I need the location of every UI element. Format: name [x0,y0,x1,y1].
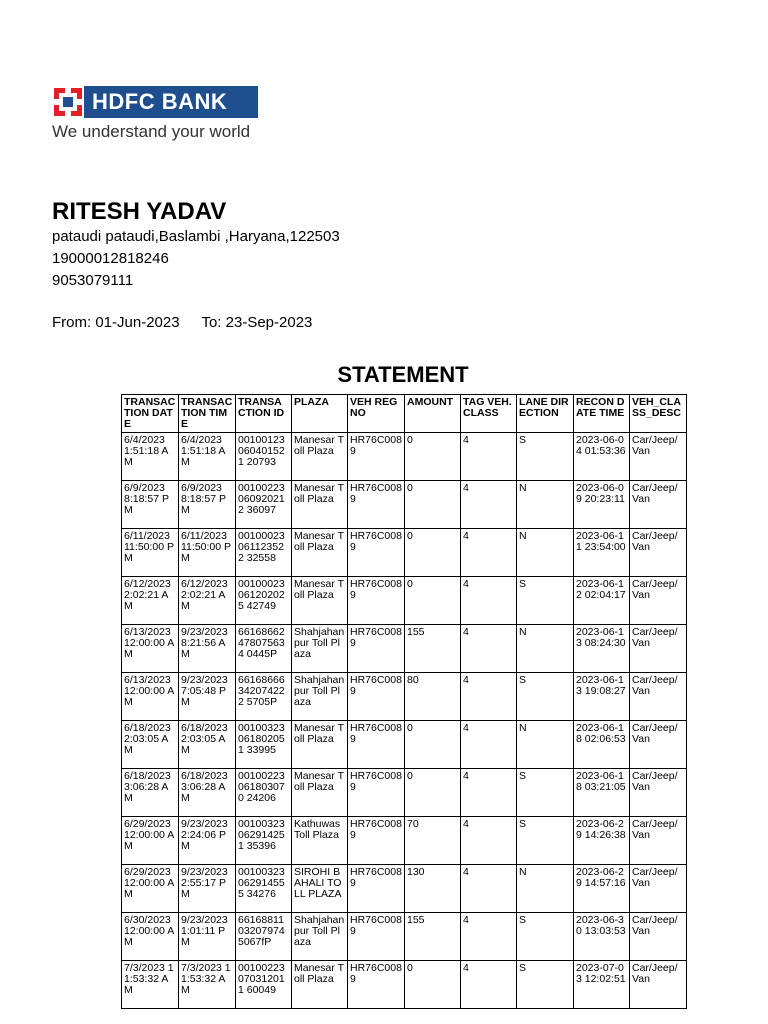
statement-period [52,314,330,331]
account-number: 19000012818246 [52,250,169,267]
column-header-veh-reg-no: VEH REG NO [348,395,405,433]
cell-transaction-date: 6/4/2023 1:51:18 AM [122,433,179,481]
cell-amount: 0 [405,481,461,529]
column-header-transaction-time: TRANSACTION TIME [179,395,236,433]
column-header-tag-veh-class: TAG VEH.CLASS [461,395,517,433]
table-row [122,865,687,913]
cell-veh-class-desc: Car/Jeep/Van [630,721,687,769]
cell-lane-direction: S [517,769,574,817]
cell-transaction-time: 6/18/2023 3:06:28 AM [179,769,236,817]
cell-transaction-time: 9/23/2023 2:24:06 PM [179,817,236,865]
cell-transaction-time: 6/12/2023 2:02:21 AM [179,577,236,625]
cell-veh-class-desc: Car/Jeep/Van [630,481,687,529]
table-header-row [122,395,687,433]
cell-veh-reg-no: HR76C0089 [348,721,405,769]
column-header-transaction-date: TRANSACTION DATE [122,395,179,433]
cell-transaction-time: 9/23/2023 8:21:56 AM [179,625,236,673]
cell-veh-reg-no: HR76C0089 [348,769,405,817]
cell-recon-date-time: 2023-06-29 14:57:16 [574,865,630,913]
cell-tag-veh-class: 4 [461,817,517,865]
transaction-table [121,394,687,1009]
cell-tag-veh-class: 4 [461,481,517,529]
cell-transaction-id: 00100323062914251 35396 [236,817,292,865]
table-row [122,817,687,865]
cell-transaction-date: 6/30/2023 12:00:00 AM [122,913,179,961]
cell-plaza: Shahjahanpur Toll Plaza [292,913,348,961]
cell-veh-class-desc: Car/Jeep/Van [630,865,687,913]
cell-transaction-id: 00100023061202025 42749 [236,577,292,625]
cell-transaction-date: 6/13/2023 12:00:00 AM [122,625,179,673]
cell-transaction-date: 6/9/2023 8:18:57 PM [122,481,179,529]
cell-veh-reg-no: HR76C0089 [348,817,405,865]
table-row [122,577,687,625]
table-row [122,433,687,481]
cell-tag-veh-class: 4 [461,961,517,1009]
cell-amount: 0 [405,433,461,481]
cell-tag-veh-class: 4 [461,577,517,625]
table-row [122,625,687,673]
cell-amount: 0 [405,961,461,1009]
cell-plaza: Manesar Toll Plaza [292,961,348,1009]
cell-tag-veh-class: 4 [461,673,517,721]
cell-amount: 0 [405,529,461,577]
cell-veh-reg-no: HR76C0089 [348,865,405,913]
cell-amount: 155 [405,625,461,673]
cell-recon-date-time: 2023-07-03 12:02:51 [574,961,630,1009]
cell-transaction-id: 66168662478075634 0445P [236,625,292,673]
cell-plaza: Kathuwas Toll Plaza [292,817,348,865]
cell-veh-reg-no: HR76C0089 [348,577,405,625]
cell-lane-direction: S [517,577,574,625]
cell-transaction-id: 00100123060401521 20793 [236,433,292,481]
cell-amount: 0 [405,769,461,817]
cell-transaction-date: 6/12/2023 2:02:21 AM [122,577,179,625]
hdfc-logo-icon [52,86,84,118]
cell-tag-veh-class: 4 [461,865,517,913]
cell-recon-date-time: 2023-06-13 19:08:27 [574,673,630,721]
statement-title: STATEMENT [337,362,469,387]
cell-transaction-id: 00100323061802051 33995 [236,721,292,769]
cell-recon-date-time: 2023-06-09 20:23:11 [574,481,630,529]
cell-transaction-id: 00100223061803070 24206 [236,769,292,817]
cell-veh-class-desc: Car/Jeep/Van [630,433,687,481]
period-to: To: 23-Sep-2023 [201,314,313,331]
cell-recon-date-time: 2023-06-12 02:04:17 [574,577,630,625]
cell-plaza: Shahjahanpur Toll Plaza [292,625,348,673]
cell-lane-direction: S [517,673,574,721]
cell-amount: 80 [405,673,461,721]
cell-recon-date-time: 2023-06-18 02:06:53 [574,721,630,769]
table-row [122,481,687,529]
cell-veh-class-desc: Car/Jeep/Van [630,817,687,865]
cell-plaza: Shahjahanpur Toll Plaza [292,673,348,721]
cell-transaction-id: 00100323062914555 34276 [236,865,292,913]
cell-plaza: Manesar Toll Plaza [292,769,348,817]
cell-recon-date-time: 2023-06-30 13:03:53 [574,913,630,961]
column-header-amount: AMOUNT [405,395,461,433]
bank-tagline: We understand your world [52,122,251,141]
cell-lane-direction: S [517,433,574,481]
cell-lane-direction: N [517,481,574,529]
cell-transaction-time: 9/23/2023 7:05:48 PM [179,673,236,721]
table-row [122,913,687,961]
customer-address: pataudi pataudi,Baslambi ,Haryana,122503 [52,228,340,245]
cell-amount: 0 [405,577,461,625]
cell-amount: 155 [405,913,461,961]
cell-transaction-time: 6/18/2023 2:03:05 AM [179,721,236,769]
bank-name: HDFC BANK [92,89,228,114]
cell-transaction-id: 00100023061123522 32558 [236,529,292,577]
cell-plaza: Manesar Toll Plaza [292,721,348,769]
cell-transaction-id: 00100223060920212 36097 [236,481,292,529]
cell-transaction-time: 7/3/2023 11:53:32 AM [179,961,236,1009]
cell-recon-date-time: 2023-06-11 23:54:00 [574,529,630,577]
column-header-recon-date-time: RECON DATE TIME [574,395,630,433]
cell-plaza: Manesar Toll Plaza [292,433,348,481]
table-row [122,673,687,721]
cell-plaza: Manesar Toll Plaza [292,481,348,529]
cell-veh-reg-no: HR76C0089 [348,481,405,529]
cell-tag-veh-class: 4 [461,721,517,769]
cell-veh-reg-no: HR76C0089 [348,529,405,577]
table-row [122,529,687,577]
cell-lane-direction: S [517,961,574,1009]
cell-tag-veh-class: 4 [461,625,517,673]
cell-recon-date-time: 2023-06-04 01:53:36 [574,433,630,481]
cell-lane-direction: S [517,817,574,865]
cell-veh-reg-no: HR76C0089 [348,625,405,673]
cell-transaction-time: 6/9/2023 8:18:57 PM [179,481,236,529]
cell-transaction-id: 66168666342074222 5705P [236,673,292,721]
cell-lane-direction: N [517,529,574,577]
cell-tag-veh-class: 4 [461,529,517,577]
cell-veh-class-desc: Car/Jeep/Van [630,769,687,817]
cell-transaction-date: 6/13/2023 12:00:00 AM [122,673,179,721]
cell-transaction-date: 6/29/2023 12:00:00 AM [122,865,179,913]
cell-veh-class-desc: Car/Jeep/Van [630,913,687,961]
cell-veh-reg-no: HR76C0089 [348,433,405,481]
cell-veh-reg-no: HR76C0089 [348,913,405,961]
phone-number: 9053079111 [52,272,134,289]
cell-transaction-time: 9/23/2023 2:55:17 PM [179,865,236,913]
cell-veh-class-desc: Car/Jeep/Van [630,673,687,721]
cell-veh-class-desc: Car/Jeep/Van [630,961,687,1009]
table-row [122,769,687,817]
cell-transaction-date: 7/3/2023 11:53:32 AM [122,961,179,1009]
cell-amount: 130 [405,865,461,913]
cell-plaza: Manesar Toll Plaza [292,577,348,625]
cell-amount: 70 [405,817,461,865]
cell-transaction-time: 6/4/2023 1:51:18 AM [179,433,236,481]
cell-plaza: SIROHI BAHALI TOLL PLAZA [292,865,348,913]
cell-amount: 0 [405,721,461,769]
bank-logo [52,86,258,118]
cell-lane-direction: S [517,913,574,961]
cell-veh-reg-no: HR76C0089 [348,961,405,1009]
cell-recon-date-time: 2023-06-13 08:24:30 [574,625,630,673]
cell-lane-direction: N [517,721,574,769]
column-header-lane-direction: LANE DIRECTION [517,395,574,433]
cell-veh-class-desc: Car/Jeep/Van [630,529,687,577]
cell-transaction-date: 6/11/2023 11:50:00 PM [122,529,179,577]
column-header-plaza: PLAZA [292,395,348,433]
cell-recon-date-time: 2023-06-29 14:26:38 [574,817,630,865]
cell-veh-class-desc: Car/Jeep/Van [630,577,687,625]
table-row [122,961,687,1009]
period-from: From: 01-Jun-2023 [52,314,180,331]
cell-lane-direction: N [517,865,574,913]
cell-tag-veh-class: 4 [461,769,517,817]
customer-name: RITESH YADAV [52,198,227,225]
cell-tag-veh-class: 4 [461,913,517,961]
column-header-transaction-id: TRANSACTION ID [236,395,292,433]
cell-transaction-date: 6/29/2023 12:00:00 AM [122,817,179,865]
column-header-veh-class-desc: VEH_CLASS_DESC [630,395,687,433]
cell-transaction-date: 6/18/2023 2:03:05 AM [122,721,179,769]
cell-lane-direction: N [517,625,574,673]
cell-transaction-time: 9/23/2023 1:01:11 PM [179,913,236,961]
cell-plaza: Manesar Toll Plaza [292,529,348,577]
cell-veh-reg-no: HR76C0089 [348,673,405,721]
cell-transaction-time: 6/11/2023 11:50:00 PM [179,529,236,577]
cell-recon-date-time: 2023-06-18 03:21:05 [574,769,630,817]
cell-veh-class-desc: Car/Jeep/Van [630,625,687,673]
cell-transaction-date: 6/18/2023 3:06:28 AM [122,769,179,817]
cell-transaction-id: 00100223070312011 60049 [236,961,292,1009]
cell-tag-veh-class: 4 [461,433,517,481]
table-row [122,721,687,769]
cell-transaction-id: 6616881103207974 5067fP [236,913,292,961]
